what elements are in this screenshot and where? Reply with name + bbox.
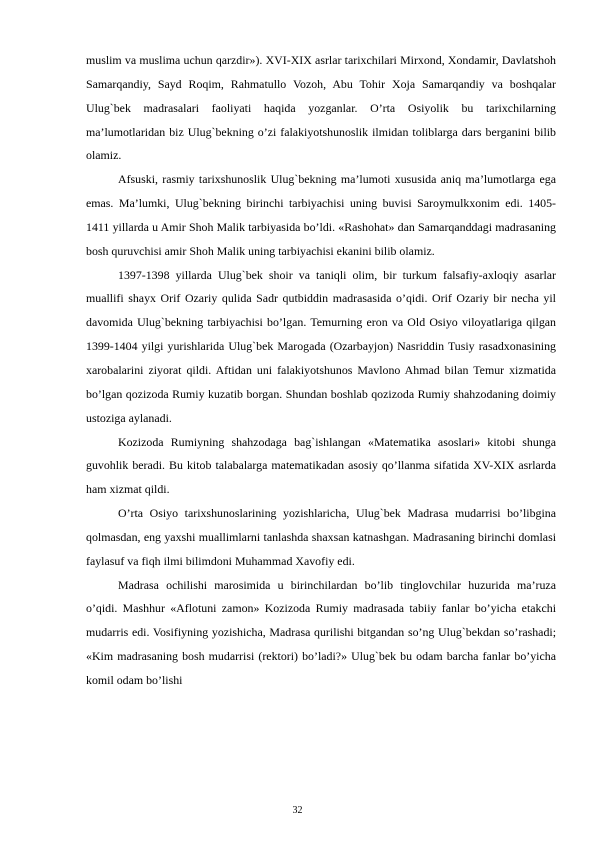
page-number: 32 [292, 805, 303, 816]
paragraph-mathematics-book: Kozizoda Rumiyning shahzodaga bag`ishlangan «Matematika asoslari» kitobi shunga guvohlik beradi. Bu kitob talabalarga matematikadan asosiy qo’llanma sifatida XV-XIX asrlarda ham xizmat qildi. [86, 434, 556, 497]
paragraph-madrasa-teachers: O’rta Osiyo tarixshunoslarining yozishlaricha, Ulug`bek Madrasa mudarrisi bo’libgina qolmasdan, eng yaxshi muallimlarni tanlashda shaxsan katnashgan. Madrasaning birinchi domlasi faylasuf va fiqh ilmi bilimdoni Muhammad Xavofiy edi. [86, 506, 556, 568]
page-body [86, 49, 556, 693]
paragraph-continuation: muslim va muslima uchun qarzdir»). XVI-XIX asrlar tarixchilari Mirxond, Xondamir, Davlatshoh Samarqandiy, Sayd Roqim, Rahmatullo Vozoh, Abu Tohir Xoja Samarqandiy va boshqalar Ulug`bek madrasalari faoliyati haqida yozganlar. O’rta Osiyolik bu tarixchilarning ma’lumotlaridan biz Ulug`bekning o’zi falakiyotshunoslik ilmidan toliblarga dars berganini bilib olamiz. [86, 53, 556, 163]
paragraph-education: Afsuski, rasmiy tarixshunoslik Ulug`bekning ma’lumoti xususida aniq ma’lumotlarga ega emas. Ma’lumki, Ulug`bekning birinchi tarbiyachisi uning buvisi Saroymulkxonim edi. 1405-1411 yillarda u Amir Shoh Malik tarbiyasida bo’ldi. «Rashohat» dan Samarqanddagi madrasaning bosh quruvchisi amir Shoh Malik uning tarbiyachisi ekanini bilib olamiz. [86, 172, 556, 258]
paragraph-teachers: 1397-1398 yillarda Ulug`bek shoir va taniqli olim, bir turkum falsafiy-axloqiy asarlar muallifi shayx Orif Ozariy qulida Sadr qutbiddin madrasasida o’qidi. Orif Ozariy bir necha yil davomida Ulug`bekning tarbiyachisi bo’lgan. Temurning eron va Old Osiyo viloyatlariga qilgan 1399-1404 yilgi yurishlarida Ulug`bek Marogada (Ozarbayjon) Nasriddin Tusiy rasadxonasining xarobalarini ziyorat qildi. Aftidan uni falakiyotshunos Mavlono Ahmad bilan Temur xizmatida bo’lgan qozizoda Rumiy kuzatib borgan. Shundan boshlab qozizoda Rumiy shahzodaning doimiy ustoziga aylanadi. [86, 267, 556, 425]
paragraph-madrasa-opening: Madrasa ochilishi marosimida u birinchilardan bo’lib tinglovchilar huzurida ma’ruza o’qidi. Mashhur «Aflotuni zamon» Kozizoda Rumiy madrasada tabiiy fanlar bo’yicha etakchi mudarris edi. Vosifiyning yozishicha, Madrasa qurilishi bitgandan so’ng Ulug`bekdan so’rashadi; «Kim madrasaning bosh mudarrisi (rektori) bo’ladi?» Ulug`bek bu odam barcha fanlar bo’yicha komil odam bo’lishi [86, 577, 556, 687]
